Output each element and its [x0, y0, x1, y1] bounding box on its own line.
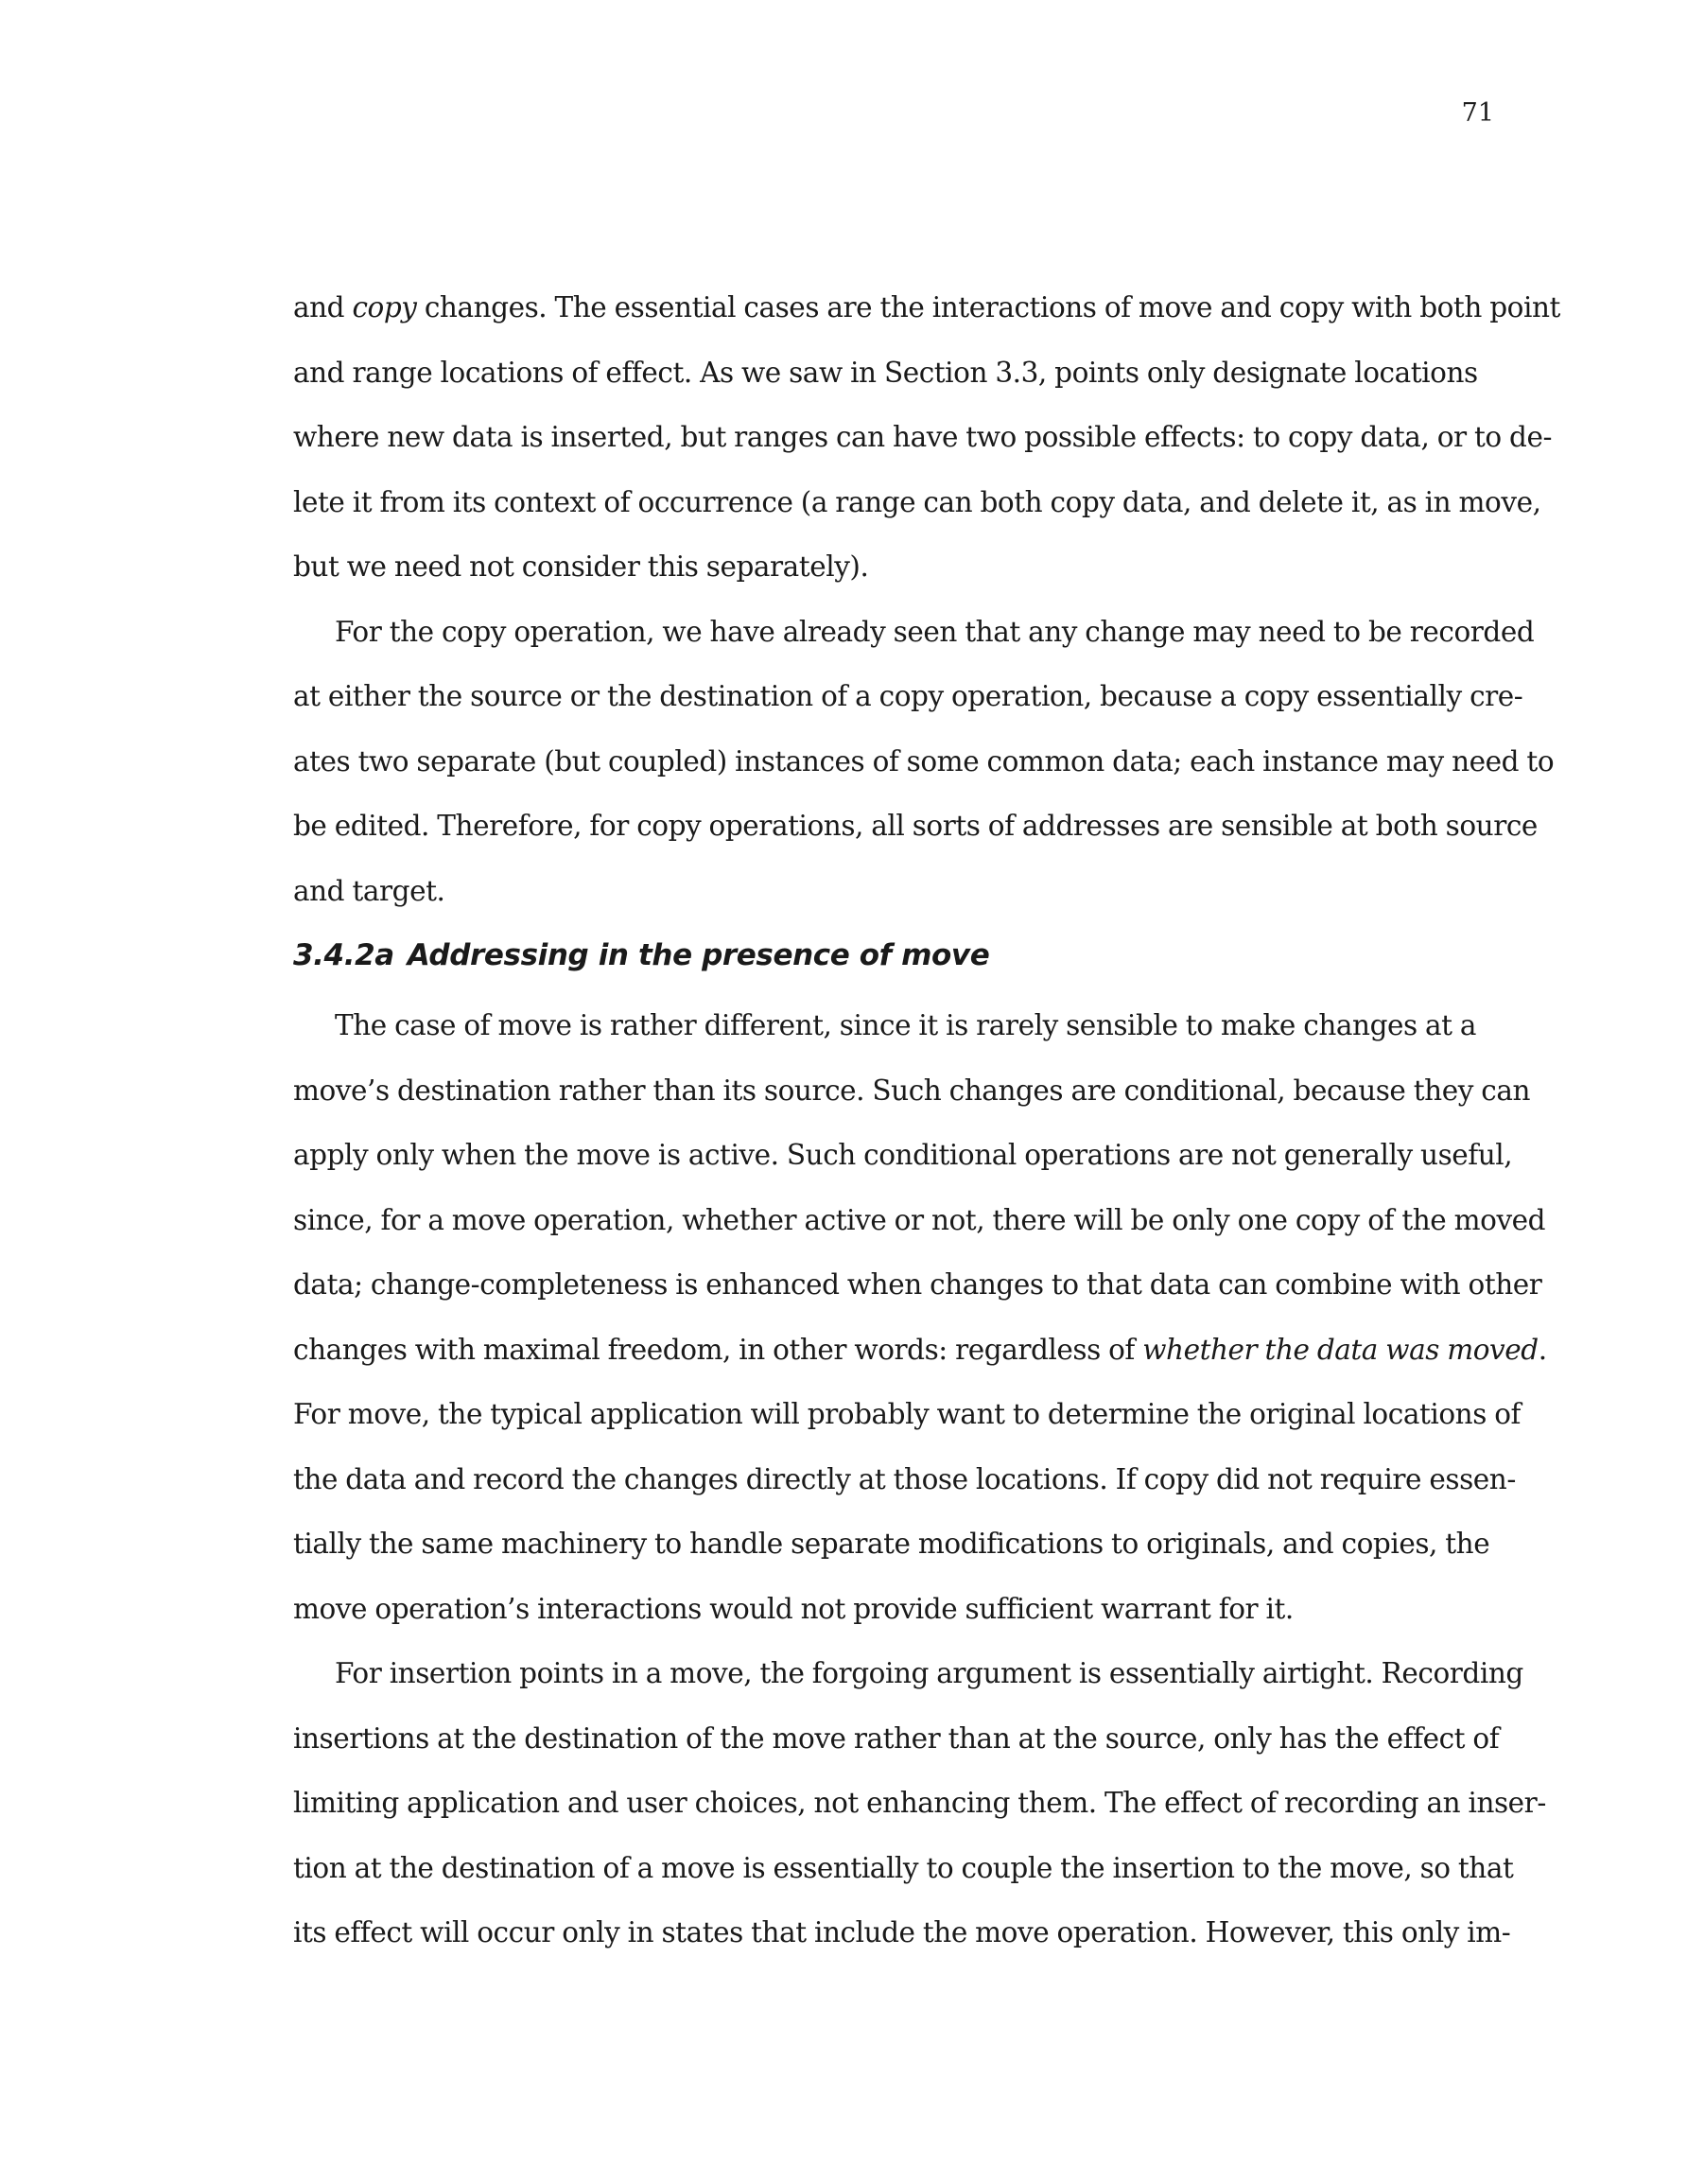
- text-line: move operation’s interactions would not provide sufficient warrant for it.: [293, 1592, 1294, 1625]
- text-line: For insertion points in a move, the forgoing argument is essentially airtight. Recording: [335, 1657, 1523, 1689]
- text-line: ates two separate (but coupled) instances of some common data; each instance may need to: [293, 744, 1555, 778]
- text-line: be edited. Therefore, for copy operations, all sorts of addresses are sensible at both source: [293, 810, 1538, 842]
- text-line: tion at the destination of a move is essentially to couple the insertion to the move, so that: [293, 1851, 1514, 1884]
- paragraph: [293, 1651, 1546, 1976]
- text-line: where new data is inserted, but ranges can have two possible effects: to copy data, or to de-: [293, 421, 1552, 453]
- paragraphs-before-heading: [293, 286, 1560, 934]
- text-line: at either the source or the destination of a copy operation, because a copy essentially cre-: [293, 680, 1523, 712]
- text-line: and range locations of effect. As we saw in Section 3.3, points only designate locations: [293, 356, 1478, 389]
- paragraph: [293, 1004, 1547, 1651]
- text-line: since, for a move operation, whether active or not, there will be only one copy of the moved: [293, 1203, 1546, 1236]
- page-number: 71: [1461, 98, 1494, 128]
- text-line: but we need not consider this separately).: [293, 550, 869, 583]
- text-line: limiting application and user choices, not enhancing them. The effect of recording an inser-: [293, 1787, 1546, 1819]
- text-line: For move, the typical application will probably want to determine the original locations of: [293, 1398, 1521, 1430]
- text-line: move’s destination rather than its source. Such changes are conditional, because they can: [293, 1074, 1531, 1107]
- paragraph: [293, 610, 1555, 935]
- emphasis-text: copy: [352, 291, 417, 323]
- text-line: its effect will occur only in states that include the move operation. However, this only im-: [293, 1916, 1511, 1948]
- section-number: 3.4.2a: [293, 938, 394, 972]
- text-line: changes with maximal freedom, in other words: regardless of whether the data was moved.: [293, 1333, 1547, 1366]
- text-line: data; change-completeness is enhanced when changes to that data can combine with other: [293, 1268, 1542, 1301]
- text-line: apply only when the move is active. Such conditional operations are not generally useful,: [293, 1139, 1513, 1171]
- body-text: [293, 286, 1560, 1976]
- text-line: tially the same machinery to handle separate modifications to originals, and copies, the: [293, 1528, 1490, 1560]
- text-line: lete it from its context of occurrence (a range can both copy data, and delete it, as in move,: [293, 485, 1541, 518]
- text-line: and copy changes. The essential cases are the interactions of move and copy with both point: [293, 291, 1560, 323]
- text-line: insertions at the destination of the move rather than at the source, only has the effect of: [293, 1721, 1500, 1755]
- section-heading: [293, 934, 1466, 1004]
- paragraph: [293, 286, 1560, 610]
- text-line: and target.: [293, 874, 445, 907]
- section-title: Addressing in the presence of move: [407, 938, 990, 972]
- paragraphs-after-heading: [293, 1004, 1547, 1976]
- emphasis-text: whether the data was moved: [1142, 1333, 1539, 1366]
- text-line: the data and record the changes directly at those locations. If copy did not require essen-: [293, 1462, 1516, 1495]
- text-line: For the copy operation, we have already seen that any change may need to be recorded: [335, 615, 1535, 648]
- text-line: The case of move is rather different, since it is rarely sensible to make changes at a: [335, 1009, 1477, 1041]
